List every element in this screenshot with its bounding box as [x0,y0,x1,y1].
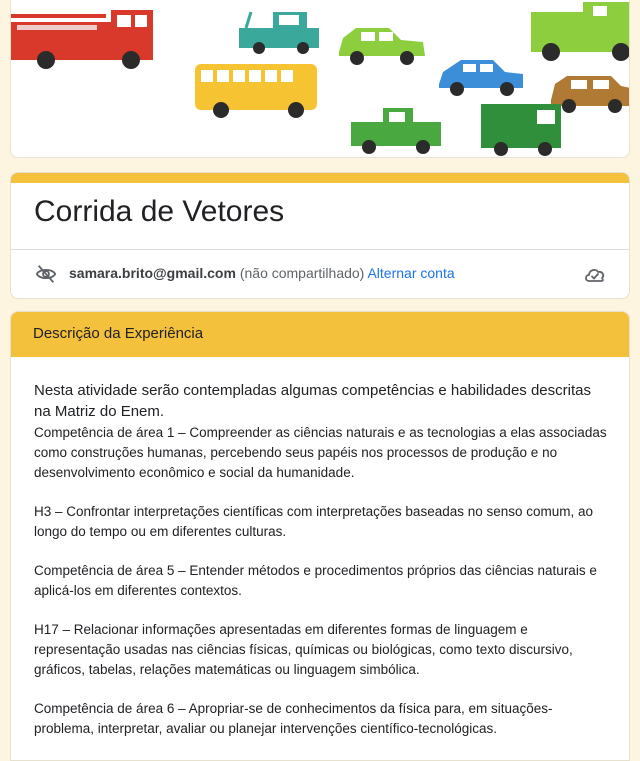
fire-truck-illustration [11,10,153,69]
form-title-card [10,172,630,299]
green-car-illustration [339,28,425,65]
account-sharing-note: (não compartilhado) [239,265,365,281]
description-paragraph: Competência de área 5 – Entender métodos e procedimentos próprios das ciências naturais e aplicá-los em diferentes contextos. [34,563,597,598]
school-bus-illustration [195,64,317,118]
account-row [11,250,629,299]
description-paragraph: H17 – Relacionar informações apresentadas em diferentes formas de linguagem e representação usadas nas ciências físicas, químicas ou biológicas, como texto discursivo, gráficos, tabelas, relações matemáticas ou linguagem simbólica. [34,622,573,677]
description-paragraph: Competência de área 6 – Apropriar-se de conhecimentos da física para, em situações-problema, interpretar, avaliar ou planejar intervenções científico-tecnológicas. [34,701,553,736]
eye-off-icon [35,263,57,285]
van-illustration [481,104,561,156]
description-section-card [10,311,630,761]
account-info [69,265,455,281]
description-paragraph: H3 – Confrontar interpretações científicas com interpretações baseadas no senso comum, ao longo do tempo ou em diferentes culturas. [34,504,594,539]
section-header-title: Descrição da Experiência [33,325,204,342]
cloud-check-icon [583,263,607,285]
brown-car-illustration [551,76,630,113]
switch-account-link[interactable]: Alternar conta [367,265,455,281]
section-lead-text: Nesta atividade serão contempladas algumas competências e habilidades descritas na Matriz do Enem. [34,382,591,420]
header-banner-image [10,0,630,158]
accent-bar [11,173,629,183]
section-header [11,312,629,357]
dump-truck-illustration [531,2,630,61]
blue-car-illustration [439,60,523,96]
tow-truck-illustration [239,12,319,54]
form-title: Corrida de Vetores [34,195,285,228]
pickup-truck-illustration [351,108,441,154]
description-paragraph: Competência de área 1 – Compreender as ciências naturais e as tecnologias a elas associadas como construções humanas, percebendo seus papéis nos processos de produção e no desenvolvimento econômico e social da humanidade. [34,425,607,480]
account-email: samara.brito@gmail.com [69,265,236,281]
section-description [34,380,609,758]
